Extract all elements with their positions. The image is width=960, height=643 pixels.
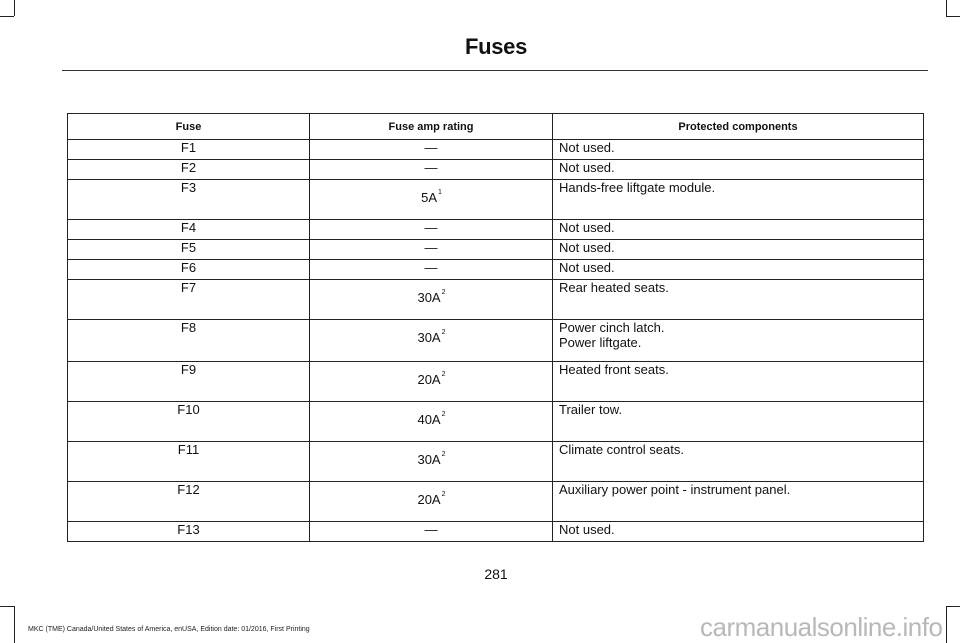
crop-mark [0, 16, 14, 17]
table-row [68, 320, 924, 362]
rating-value [425, 522, 438, 537]
components-cell [553, 160, 924, 180]
table-row [68, 482, 924, 522]
title-rule [62, 70, 928, 71]
fuse-cell: F10 [68, 402, 310, 442]
rating-text: — [424, 160, 438, 175]
component-text: Power cinch latch. [559, 320, 665, 335]
table-row [68, 160, 924, 180]
rating-cell [310, 320, 553, 362]
rating-cell [310, 280, 553, 320]
components-cell [553, 522, 924, 542]
rating-footnote: 2 [441, 371, 446, 378]
table-header-row [68, 114, 924, 140]
table-row [68, 402, 924, 442]
components-cell [553, 280, 924, 320]
rating-value [425, 140, 438, 155]
header-fuse-amp-rating: Fuse amp rating [310, 114, 553, 140]
component-text: Not used. [559, 260, 615, 275]
fuse-cell: F1 [68, 140, 310, 160]
rating-cell [310, 180, 553, 220]
rating-text: 20A [417, 372, 441, 387]
table-row [68, 240, 924, 260]
rating-text: 30A [417, 330, 441, 345]
component-text: Hands-free liftgate module. [559, 180, 716, 195]
table-row [68, 220, 924, 240]
rating-value [417, 372, 444, 387]
table-row [68, 180, 924, 220]
crop-mark [14, 606, 15, 643]
fuse-cell: F13 [68, 522, 310, 542]
footer-edition: MKC (TME) Canada/United States of America, enUSA, Edition date: 01/2016, First Printing [28, 626, 310, 633]
components-cell [553, 180, 924, 220]
rating-text: — [424, 260, 438, 275]
components-cell [553, 240, 924, 260]
rating-text: — [424, 220, 438, 235]
components-cell [553, 260, 924, 280]
rating-text: 5A [421, 190, 437, 205]
rating-cell [310, 522, 553, 542]
rating-cell [310, 442, 553, 482]
rating-text: 30A [417, 452, 441, 467]
rating-footnote: 2 [441, 491, 446, 498]
crop-mark [946, 16, 960, 17]
fuse-cell: F11 [68, 442, 310, 482]
rating-cell [310, 160, 553, 180]
crop-mark [946, 606, 960, 607]
rating-text: 30A [417, 290, 441, 305]
rating-value [417, 492, 444, 507]
component-text: Rear heated seats. [559, 280, 669, 295]
rating-value [425, 160, 438, 175]
rating-footnote: 1 [438, 189, 442, 196]
components-cell [553, 320, 924, 362]
rating-text: 20A [417, 492, 441, 507]
components-cell [553, 220, 924, 240]
header-protected-components: Protected components [553, 114, 924, 140]
fuse-cell: F12 [68, 482, 310, 522]
component-text: Not used. [559, 140, 615, 155]
crop-mark [946, 0, 947, 16]
rating-cell [310, 482, 553, 522]
rating-text: 40A [417, 412, 441, 427]
components-cell [553, 442, 924, 482]
component-text: Climate control seats. [559, 442, 684, 457]
rating-cell [310, 220, 553, 240]
fuse-cell: F8 [68, 320, 310, 362]
rating-text: — [424, 140, 438, 155]
rating-cell [310, 402, 553, 442]
rating-value [421, 190, 441, 205]
table-row [68, 140, 924, 160]
components-cell [553, 482, 924, 522]
table-row [68, 362, 924, 402]
table-row [68, 280, 924, 320]
components-cell [553, 140, 924, 160]
fuse-cell: F6 [68, 260, 310, 280]
crop-mark [0, 606, 14, 607]
rating-value [425, 220, 438, 235]
rating-value [425, 240, 438, 255]
rating-footnote: 2 [441, 289, 446, 296]
rating-value [417, 412, 444, 427]
component-text: Not used. [559, 522, 615, 537]
table-row [68, 260, 924, 280]
rating-value [425, 260, 438, 275]
rating-value [417, 290, 444, 305]
fuse-table-body [68, 140, 924, 542]
table-row [68, 442, 924, 482]
rating-text: — [424, 522, 438, 537]
rating-value [417, 452, 444, 467]
rating-value [417, 330, 444, 345]
component-text: Auxiliary power point - instrument panel. [559, 482, 791, 497]
component-text: Not used. [559, 220, 615, 235]
fuse-cell: F3 [68, 180, 310, 220]
component-text: Not used. [559, 240, 615, 255]
rating-cell [310, 260, 553, 280]
components-cell [553, 362, 924, 402]
fuse-table [67, 113, 924, 542]
component-text: Heated front seats. [559, 362, 669, 377]
fuse-cell: F2 [68, 160, 310, 180]
rating-cell [310, 140, 553, 160]
fuse-cell: F5 [68, 240, 310, 260]
component-text: Trailer tow. [559, 402, 623, 417]
rating-text: — [424, 240, 438, 255]
rating-footnote: 2 [441, 451, 446, 458]
rating-cell [310, 240, 553, 260]
rating-cell [310, 362, 553, 402]
table-row [68, 522, 924, 542]
rating-footnote: 2 [441, 411, 446, 418]
components-cell [553, 402, 924, 442]
component-text: Not used. [559, 160, 615, 175]
fuse-cell: F9 [68, 362, 310, 402]
fuse-cell: F4 [68, 220, 310, 240]
rating-footnote: 2 [441, 329, 446, 336]
crop-mark [14, 0, 15, 16]
crop-mark [946, 606, 947, 643]
header-fuse: Fuse [68, 114, 310, 140]
fuse-cell: F7 [68, 280, 310, 320]
component-text: Power liftgate. [559, 335, 642, 350]
page-number: 281 [484, 566, 508, 582]
page-title: Fuses [464, 34, 528, 59]
watermark: carmanualsonline.info [700, 612, 943, 642]
